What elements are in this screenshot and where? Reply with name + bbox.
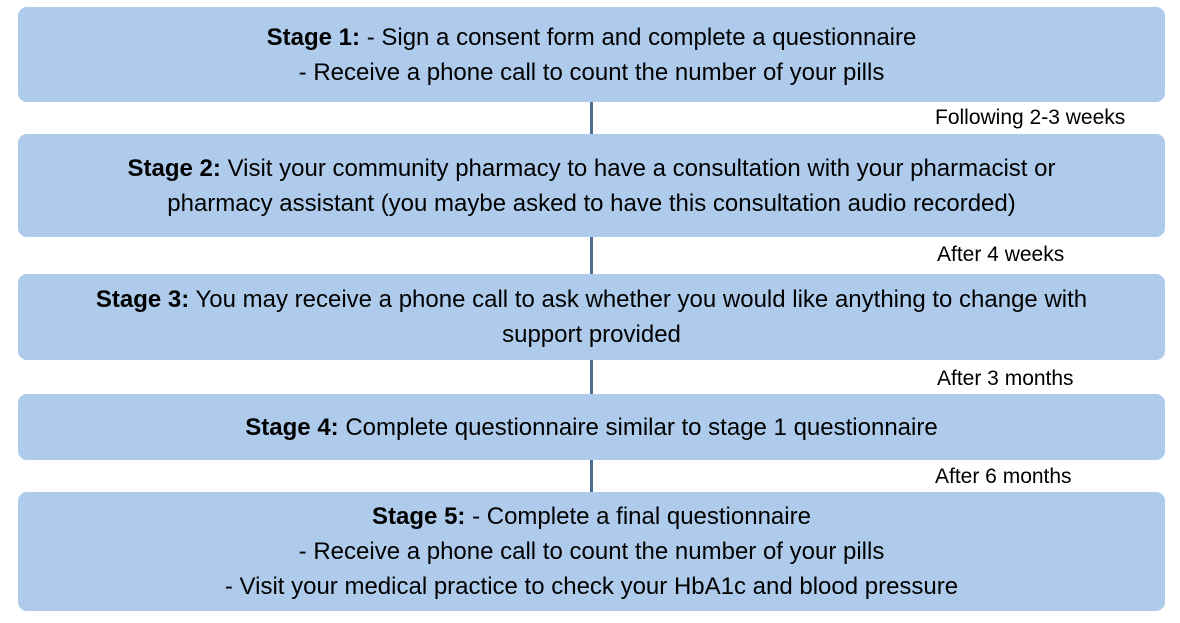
- stage-1-box: [18, 7, 1165, 102]
- stage-5-label: Stage 5:: [372, 503, 466, 530]
- stage-5-line-1: [372, 499, 811, 534]
- stage-4-line-1: [245, 410, 937, 445]
- interval-label-4: After 6 months: [935, 465, 1072, 488]
- stage-5-text-2: - Receive a phone call to count the number of your pills: [298, 538, 885, 565]
- stage-5-box: [18, 492, 1165, 611]
- stage-2-text-2: pharmacy assistant (you maybe asked to have this consultation audio recorded): [167, 189, 1016, 217]
- stage-4-box: [18, 394, 1165, 460]
- stage-2-text-1: Visit your community pharmacy to have a consultation with your pharmacist or: [227, 154, 1056, 182]
- stage-2-line-1: [128, 151, 1056, 186]
- stage-4-label: Stage 4:: [245, 413, 339, 441]
- stage-1-text-1: - Sign a consent form and complete a questionnaire: [366, 23, 917, 51]
- interval-label-1: Following 2-3 weeks: [935, 106, 1126, 129]
- connector-1-2: [590, 102, 593, 134]
- stage-1-line-1: [267, 20, 917, 55]
- stage-2-box: [18, 134, 1165, 237]
- stage-5-text-1: - Complete a final questionnaire: [472, 503, 811, 530]
- stage-2-label: Stage 2:: [127, 154, 221, 182]
- interval-label-3: After 3 months: [937, 367, 1074, 390]
- stage-3-box: [18, 274, 1165, 360]
- stage-5-text-3: - Visit your medical practice to check your HbA1c and blood pressure: [224, 573, 959, 600]
- stage-4-text-1: Complete questionnaire similar to stage 1 questionnaire: [345, 413, 938, 441]
- interval-label-2: After 4 weeks: [937, 243, 1065, 266]
- stage-3-label: Stage 3:: [95, 286, 190, 313]
- stage-3-line-1: [96, 282, 1087, 317]
- connector-4-5: [590, 460, 593, 492]
- stage-1-text-2: - Receive a phone call to count the number of your pills: [298, 58, 885, 86]
- stage-3-text-1: You may receive a phone call to ask whether you would like anything to change with: [195, 286, 1088, 313]
- connector-3-4: [590, 360, 593, 394]
- connector-2-3: [590, 237, 593, 274]
- stage-1-label: Stage 1:: [266, 23, 361, 51]
- stage-3-text-2: support provided: [502, 321, 681, 348]
